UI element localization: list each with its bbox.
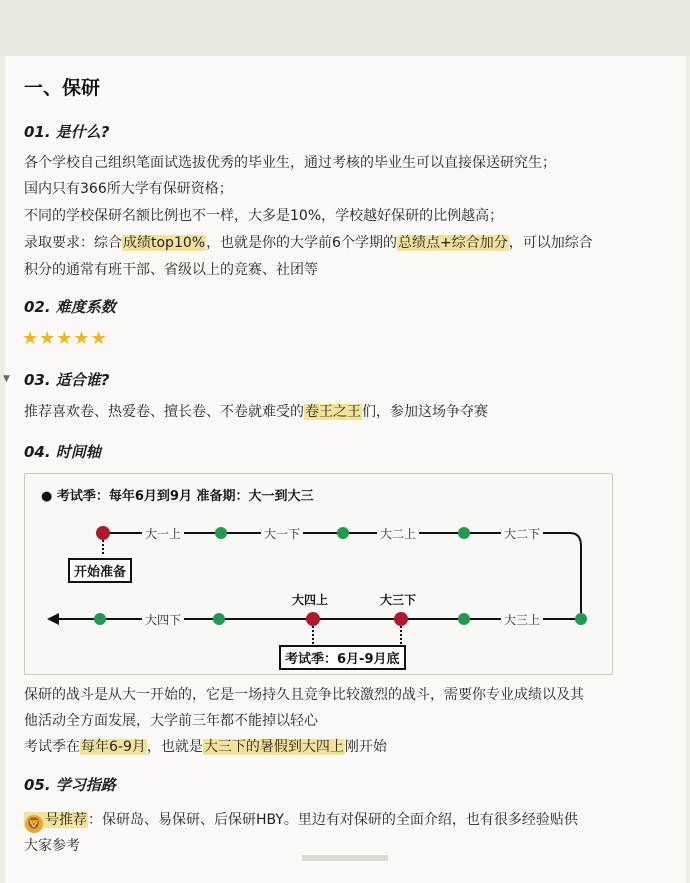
q5-heading: 05. 学习指路 [24, 776, 116, 794]
timeline-dot [213, 613, 225, 625]
q3-text [24, 400, 488, 424]
timeline-dot [94, 613, 106, 625]
timeline-dot [458, 527, 470, 539]
timeline-dot [575, 613, 587, 625]
q4-highlight-period: 大三下的暑假到大四上 [203, 739, 344, 755]
label-year2-first: 大二上 [377, 525, 419, 542]
timeline-curve [570, 533, 581, 619]
q1-line4-c: ，可以加综合 [508, 235, 593, 251]
timeline-dot-exam [394, 612, 408, 626]
label-year3-second: 大三下 [380, 593, 417, 607]
q4-highlight-months: 每年6-9月 [81, 739, 146, 755]
label-year1-second: 大一下 [261, 525, 303, 542]
label-year4-first: 大四上 [292, 593, 329, 607]
q1-line3: 不同的学校保研名额比例也不一样，大多是10%，学校越好保研的比例越高； [24, 208, 504, 224]
q4-para3-a: 考试季在 [24, 739, 80, 755]
exam-season-box: 考试季：6月-9月底 [279, 645, 406, 670]
page-dots-indicator [0, 852, 690, 864]
q1-highlight-top10: 成绩top10% [123, 235, 206, 251]
collapse-triangle-icon[interactable]: ▼ [3, 374, 10, 384]
q1-line4-b: ，也就是你的大学前6个学期的 [206, 235, 397, 251]
q2-heading: 02. 难度系数 [24, 298, 116, 316]
q5-text-body: ：保研岛、易保研、后保研HBY。里边有对保研的全面介绍，也有很多经验贴供 [88, 812, 578, 828]
q1-line4-a: 录取要求：综合 [24, 235, 122, 251]
q4-para1: 保研的战斗是从大一开始的，它是一场持久且竞争比较激烈的战斗，需要你专业成绩以及其 [24, 687, 584, 703]
q1-line2: 国内只有366所大学有保研资格； [24, 181, 233, 197]
q1-heading: 01. 是什么? [24, 123, 110, 141]
label-year1-first: 大一上 [142, 525, 184, 542]
timeline-diagram [24, 473, 613, 675]
start-prep-box: 开始准备 [68, 558, 132, 583]
timeline-dot [458, 613, 470, 625]
q1-line1: 各个学校自己组织笔面试选拔优秀的毕业生，通过考核的毕业生可以直接保送研究生； [24, 155, 556, 171]
timeline-dot-start [96, 526, 110, 540]
timeline-arrow-icon [47, 613, 59, 625]
q3-text-a: 推荐喜欢卷、热爱卷、擅长卷、不卷就难受的 [24, 404, 304, 420]
label-year3-first: 大三上 [501, 611, 543, 628]
q3-highlight: 卷王之王 [305, 404, 361, 420]
q1-line4 [24, 231, 593, 255]
q4-para3 [24, 735, 387, 759]
section-title: 一、保研 [24, 77, 101, 99]
q5-badge-text: 号推荐 [45, 812, 87, 828]
q4-para2: 他活动全方面发展，大学前三年都不能掉以轻心 [24, 713, 318, 729]
q3-text-b: 们，参加这场争夺赛 [362, 404, 488, 420]
q4-para3-c: 刚开始 [344, 739, 387, 755]
article-card [5, 56, 686, 883]
q5-badge [24, 812, 88, 828]
timeline-dot-exam [306, 612, 320, 626]
q5-text [24, 808, 578, 833]
q1-highlight-gpa: 总绩点+综合加分 [397, 235, 508, 251]
label-year4-second: 大四下 [142, 611, 184, 628]
q3-heading: 03. 适合谁? [24, 371, 110, 389]
label-year2-second: 大二下 [501, 525, 543, 542]
star-rating-icon: ★★★★★ [22, 328, 108, 349]
q4-para3-b: ，也就是 [146, 739, 203, 755]
timeline-dot [215, 527, 227, 539]
top-bar [0, 0, 690, 56]
q1-line5: 积分的通常有班干部、省级以上的竞赛、社团等 [24, 262, 318, 278]
timeline-legend: ● 考试季：每年6月到9月 准备期：大一到大三 [41, 489, 314, 504]
q5-text2: 大家参考 [24, 838, 80, 854]
timeline-dot [337, 527, 349, 539]
q4-heading: 04. 时间轴 [24, 443, 101, 461]
lion-emoji-icon: 🦁 [25, 815, 43, 833]
